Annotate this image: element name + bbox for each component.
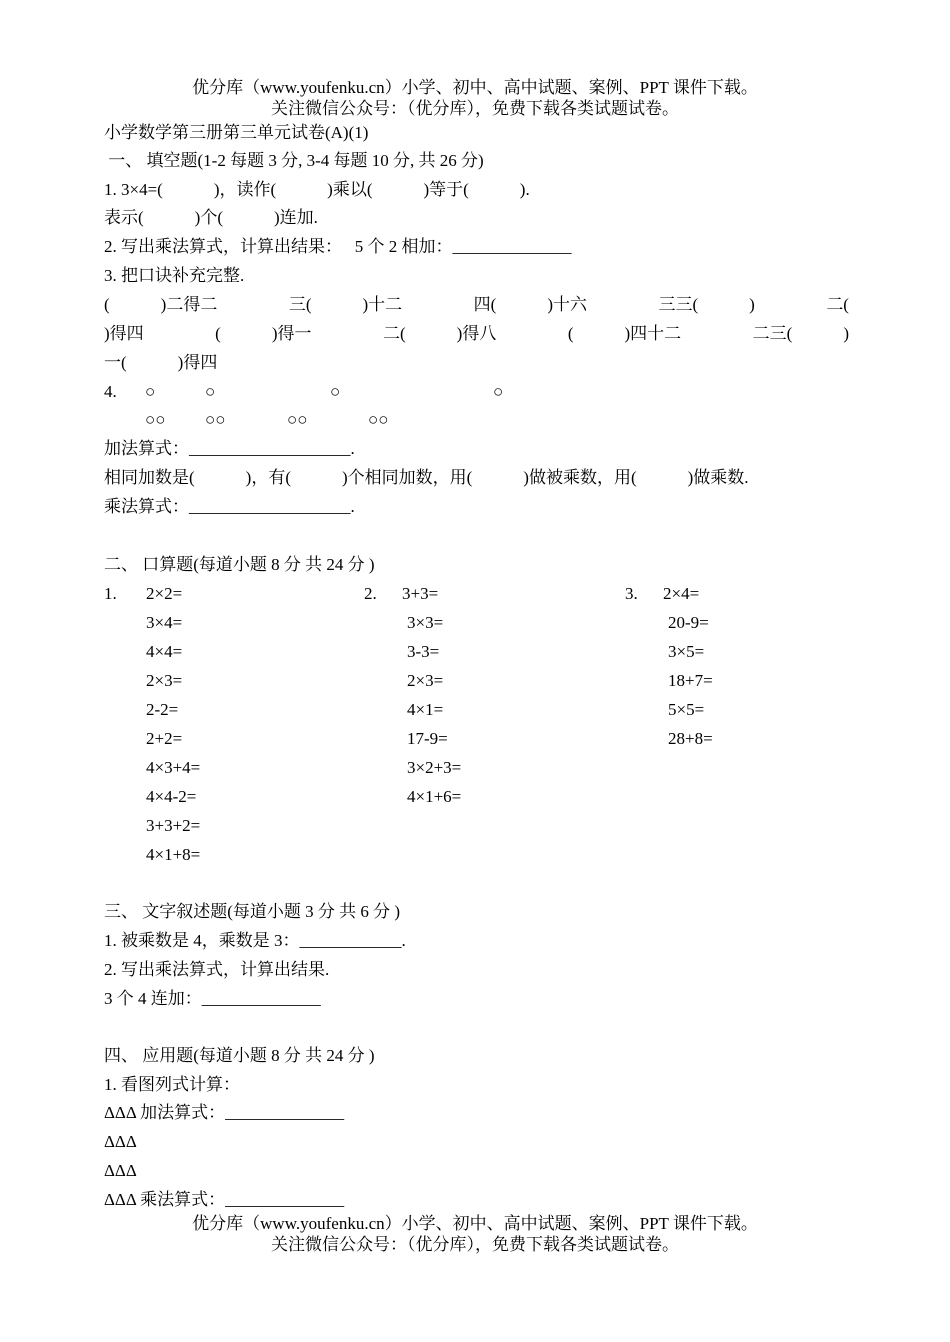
calc-item: 3+3+2=: [146, 816, 201, 835]
footer-line-2: 关注微信公众号：（优分库），免费下载各类试题试卷。: [271, 1235, 679, 1254]
q3-item: )得四: [104, 324, 144, 343]
calc-item: 2+2=: [146, 729, 183, 748]
q3-text: 3. 把口诀补充完整.: [104, 266, 245, 285]
calc-item: 3×2+3=: [407, 758, 462, 777]
section-2-heading: 二、 口算题(每道小题 8 分 共 24 分 ): [104, 555, 375, 574]
circle-icon: ○: [330, 382, 341, 401]
calc-item: 17-9=: [407, 729, 448, 748]
q3-item: 二(: [826, 295, 849, 314]
s4-q1: 1. 看图列式计算：: [104, 1075, 240, 1094]
calc-item: 4×4=: [146, 642, 183, 661]
s3-q2-sub: 3 个 4 连加：______________: [104, 989, 321, 1008]
calc-item: 4×1+8=: [146, 845, 201, 864]
circle-icon: ○: [493, 382, 504, 401]
calc-item: 2×2=: [146, 584, 183, 603]
calc-item: 3+3=: [402, 584, 439, 603]
q2-text: 2. 写出乘法算式，计算出结果： 5 个 2 相加：______________: [104, 237, 572, 256]
section-4-heading: 四、 应用题(每道小题 8 分 共 24 分 ): [104, 1046, 375, 1065]
section-1-heading: 一、 填空题(1-2 每题 3 分, 3-4 每题 10 分, 共 26 分): [104, 151, 484, 170]
calc-item: 4×1=: [407, 700, 444, 719]
circle-icon: ○: [205, 382, 216, 401]
q3-item: ( )二得二: [104, 295, 218, 314]
q3-item: 三( )十二: [288, 295, 403, 314]
footer-line-1: 优分库（www.youfenku.cn）小学、初中、高中试题、案例、PPT 课件下载。: [192, 1214, 758, 1233]
calc-item: 2×3=: [407, 671, 444, 690]
same-addend-line: 相同加数是( )，有( )个相同加数，用( )做被乘数，用( )做乘数.: [104, 468, 749, 487]
calc-item: 28+8=: [668, 729, 713, 748]
q3-item: 二( )得八: [383, 324, 497, 343]
triangle-row: ΔΔΔ: [104, 1132, 137, 1151]
s3-q1: 1. 被乘数是 4，乘数是 3：____________.: [104, 931, 406, 950]
add-formula-line: 加法算式：___________________.: [104, 439, 355, 458]
triangle-row: ΔΔΔ 乘法算式：______________: [104, 1190, 345, 1209]
circle-pair-icon: ○○: [287, 410, 308, 429]
calc-item: 3-3=: [407, 642, 440, 661]
q1-line-2: 表示( )个( )连加.: [104, 208, 318, 227]
header-line-1: 优分库（www.youfenku.cn）小学、初中、高中试题、案例、PPT 课件下载。: [192, 78, 758, 97]
q3-row-3: 一( )得四: [104, 353, 218, 372]
calc-item: 3×5=: [668, 642, 705, 661]
q1-line-1: 1. 3×4=( )，读作( )乘以( )等于( ).: [104, 180, 530, 199]
q3-item: 四( )十六: [473, 295, 587, 314]
q4-label: 4.: [104, 382, 117, 401]
q3-row-1: [104, 295, 849, 315]
circle-pair-icon: ○○: [205, 410, 226, 429]
calc-item: 2×4=: [663, 584, 700, 603]
header-line-2: 关注微信公众号：（优分库），免费下载各类试题试卷。: [271, 99, 679, 118]
group-3-label: 3.: [625, 584, 638, 603]
group-2-label: 2.: [364, 584, 377, 603]
s3-q2: 2. 写出乘法算式，计算出结果.: [104, 960, 330, 979]
q3-item: 三三( ): [658, 295, 755, 314]
q3-row-2: [104, 324, 849, 344]
circle-icon: ○: [145, 382, 156, 401]
calc-item: 3×4=: [146, 613, 183, 632]
q3-item: 二三( ): [752, 324, 849, 343]
q3-item: ( )得一: [215, 324, 312, 343]
section-3-heading: 三、 文字叙述题(每道小题 3 分 共 6 分 ): [104, 902, 401, 921]
group-1-label: 1.: [104, 584, 117, 603]
calc-item: 20-9=: [668, 613, 709, 632]
calc-item: 4×1+6=: [407, 787, 462, 806]
page-title: 小学数学第三册第三单元试卷(A)(1): [104, 123, 369, 142]
calc-item: 4×4-2=: [146, 787, 197, 806]
calc-item: 3×3=: [407, 613, 444, 632]
calc-item: 4×3+4=: [146, 758, 201, 777]
triangle-row: ΔΔΔ 加法算式：______________: [104, 1103, 345, 1122]
calc-item: 2×3=: [146, 671, 183, 690]
calc-item: 2-2=: [146, 700, 179, 719]
triangle-row: ΔΔΔ: [104, 1161, 137, 1180]
mul-formula-line: 乘法算式：___________________.: [104, 497, 355, 516]
calc-item: 18+7=: [668, 671, 713, 690]
circle-pair-icon: ○○: [368, 410, 389, 429]
circle-pair-icon: ○○: [145, 410, 166, 429]
q3-item: ( )四十二: [567, 324, 682, 343]
calc-item: 5×5=: [668, 700, 705, 719]
